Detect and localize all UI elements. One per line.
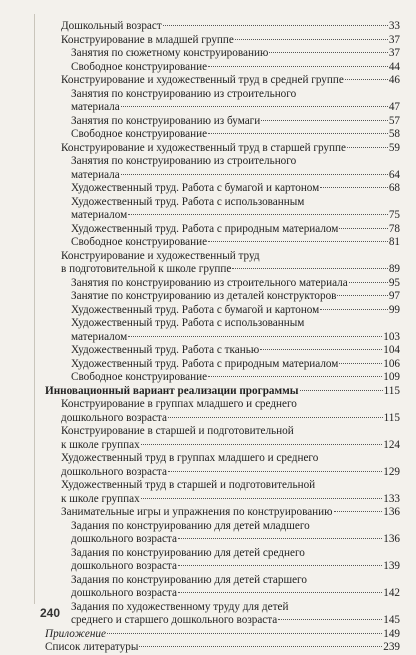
- toc-entry-title: к школе группах: [61, 438, 140, 451]
- toc-entry: [61, 493, 400, 507]
- toc-leader-dots: [208, 241, 388, 242]
- toc-leader-dots: [269, 52, 388, 53]
- toc-page-number: 136: [383, 506, 400, 518]
- toc-page-number: 57: [388, 114, 400, 127]
- toc-entry-title: материалом: [71, 209, 128, 221]
- toc-leader-dots: [278, 619, 382, 620]
- toc-entry-text: Задания по конструированию для детей младшего: [71, 519, 310, 532]
- toc-entry: [71, 304, 400, 318]
- toc-leader-dots: [339, 228, 387, 229]
- toc-entry-title: дошкольного возраста: [61, 411, 167, 424]
- toc-page-number: 109: [383, 371, 400, 383]
- toc-leader-dots: [320, 187, 388, 188]
- toc-leader-dots: [232, 268, 387, 269]
- toc-entry-title: Конструирование в младшей группе: [61, 33, 234, 46]
- toc-leader-dots: [121, 106, 388, 107]
- toc-leader-dots: [260, 349, 382, 350]
- toc-page-number: 37: [388, 47, 400, 59]
- toc-page-number: 33: [388, 20, 400, 32]
- toc-page-number: 149: [383, 627, 400, 640]
- toc-entry: [61, 506, 400, 520]
- toc-leader-dots: [178, 592, 382, 593]
- toc-page-number: 95: [388, 276, 400, 289]
- toc-entry: [71, 101, 400, 115]
- toc-entry-title: Занимательные игры и упражнения по конструированию: [61, 506, 333, 518]
- toc-page-number: 104: [383, 344, 400, 356]
- toc-entry: [71, 169, 400, 183]
- toc-page-number: 68: [388, 182, 400, 194]
- toc-leader-dots: [128, 214, 388, 215]
- toc-page-number: 239: [383, 641, 400, 653]
- toc-entry-text: Конструирование и художественный труд: [61, 249, 260, 262]
- toc-entry: [71, 533, 400, 547]
- toc-page-number: 75: [388, 209, 400, 221]
- toc-page-number: 103: [383, 330, 400, 343]
- toc-leader-dots: [178, 538, 382, 539]
- toc-entry: [71, 223, 400, 237]
- toc-entry-title: Приложение: [45, 627, 106, 640]
- toc-page-number: 99: [388, 303, 400, 316]
- toc-leader-dots: [345, 79, 388, 80]
- toc-entry-text: Занятия по конструированию из строительного: [71, 87, 297, 100]
- toc-page-number: 46: [388, 74, 400, 86]
- toc-leader-dots: [139, 646, 382, 647]
- toc-entry-title: Занятия по конструированию из строительного материала: [71, 276, 348, 289]
- toc-leader-dots: [300, 390, 383, 391]
- page-number: 240: [40, 606, 61, 620]
- toc-leader-dots: [168, 417, 383, 418]
- toc-page-number: 47: [388, 101, 400, 113]
- toc-page-number: 59: [388, 141, 400, 154]
- toc-page-number: 145: [383, 614, 400, 626]
- toc-entry-text: Задания по художественному труду для детей: [71, 600, 289, 613]
- toc-entry-title: дошкольного возраста: [71, 587, 177, 599]
- toc-entry-title: Конструирование и художественный труд в средней группе: [61, 74, 344, 86]
- toc-entry-title: Занятия по конструированию из бумаги: [71, 114, 261, 127]
- toc-entry-title: в подготовительной к школе группе: [61, 263, 232, 275]
- toc-entry: [71, 236, 400, 250]
- toc-leader-dots: [121, 174, 388, 175]
- toc-entry-title: Художественный труд. Работа с тканью: [71, 344, 260, 356]
- toc-entry-title: Дошкольный возраст: [61, 20, 162, 32]
- toc-page-number: 81: [388, 236, 400, 248]
- toc-page-number: 44: [388, 60, 400, 73]
- toc-entry-title: Художественный труд. Работа с природным материалом: [71, 222, 339, 235]
- toc-page-number: 142: [383, 587, 400, 599]
- toc-entry-text: Задания по конструированию для детей старшего: [71, 573, 307, 586]
- toc-entry: [61, 466, 400, 480]
- toc-leader-dots: [163, 25, 388, 26]
- toc-page-number: 78: [388, 222, 400, 235]
- toc-entry: [71, 344, 400, 358]
- toc-entry-text: Художественный труд в старшей и подготовительной: [61, 479, 316, 491]
- toc-entry: [71, 209, 400, 223]
- toc-page-number: 139: [383, 560, 400, 572]
- toc-leader-dots: [178, 565, 382, 566]
- toc-entry: [71, 115, 400, 129]
- toc-entry-text: Художественный труд. Работа с использованным: [71, 317, 305, 329]
- toc-entry-title: Занятие по конструированию из деталей конструкторов: [71, 290, 337, 302]
- toc-page-number: 136: [383, 533, 400, 545]
- toc-entry-title: материала: [71, 101, 120, 113]
- toc-entry-title: к школе группах: [61, 492, 140, 505]
- toc-entry-title: среднего и старшего дошкольного возраста: [71, 614, 278, 626]
- toc-entry: [71, 128, 400, 142]
- toc-entry: [61, 20, 400, 34]
- toc-page-number: 133: [383, 492, 400, 505]
- toc-page-number: 64: [388, 168, 400, 181]
- table-of-contents: [40, 20, 400, 655]
- toc-entry-title: Свободное конструирование: [71, 236, 208, 248]
- toc-entry-title: Свободное конструирование: [71, 371, 208, 383]
- toc-entry: [71, 182, 400, 196]
- toc-leader-dots: [168, 471, 382, 472]
- toc-entry-text: Конструирование в старшей и подготовительной: [61, 425, 294, 437]
- toc-entry: [71, 614, 400, 628]
- toc-entry: [71, 290, 400, 304]
- toc-entry: [71, 587, 400, 601]
- toc-entry-text: Задания по конструированию для детей среднего: [71, 546, 305, 559]
- toc-page-number: 58: [388, 128, 400, 140]
- toc-entry-text: Художественный труд. Работа с использованным: [71, 195, 305, 208]
- toc-entry: [71, 277, 400, 291]
- toc-page-number: 106: [383, 357, 400, 370]
- toc-leader-dots: [339, 363, 382, 364]
- toc-page-number: 115: [383, 411, 400, 424]
- toc-entry: [71, 331, 400, 345]
- toc-entry-title: Свободное конструирование: [71, 60, 208, 73]
- toc-entry-text: Художественный труд в группах младшего и среднего: [61, 452, 319, 464]
- toc-entry: [61, 34, 400, 48]
- toc-entry-title: Свободное конструирование: [71, 128, 208, 140]
- toc-entry: [71, 560, 400, 574]
- toc-entry: [45, 641, 400, 655]
- toc-entry-title: Художественный труд. Работа с природным материалом: [71, 357, 339, 370]
- toc-entry: [45, 628, 400, 642]
- toc-page-number: 124: [383, 438, 400, 451]
- toc-entry-title: Художественный труд. Работа с бумагой и картоном: [71, 303, 320, 316]
- toc-leader-dots: [349, 282, 388, 283]
- toc-entry-title: дошкольного возраста: [71, 560, 177, 572]
- toc-entry-text: Занятия по конструированию из строительного: [71, 155, 297, 167]
- toc-entry: [61, 74, 400, 88]
- toc-leader-dots: [141, 498, 383, 499]
- toc-entry-title: материалом: [71, 330, 128, 343]
- toc-entry-title: Занятия по сюжетному конструированию: [71, 47, 269, 59]
- toc-leader-dots: [208, 376, 382, 377]
- toc-leader-dots: [208, 133, 388, 134]
- toc-leader-dots: [261, 120, 388, 121]
- toc-entry: [61, 439, 400, 453]
- toc-leader-dots: [320, 309, 388, 310]
- toc-leader-dots: [107, 633, 382, 634]
- toc-entry-title: дошкольного возраста: [61, 465, 167, 478]
- toc-page-number: 37: [388, 33, 400, 46]
- toc-entry-text: Конструирование в группах младшего и среднего: [61, 398, 297, 410]
- page-gutter-line: [34, 14, 35, 604]
- toc-entry: [61, 142, 400, 156]
- toc-entry-title: Конструирование и художественный труд в старшей группе: [61, 141, 346, 154]
- toc-entry-title: Список литературы: [45, 641, 139, 653]
- toc-leader-dots: [347, 147, 388, 148]
- toc-page-number: 89: [388, 263, 400, 275]
- toc-entry: [45, 385, 400, 399]
- toc-entry: [71, 61, 400, 75]
- toc-page-number: 129: [383, 465, 400, 478]
- toc-leader-dots: [235, 39, 388, 40]
- toc-leader-dots: [141, 444, 383, 445]
- toc-entry-title: Инновационный вариант реализации программы: [45, 384, 299, 397]
- toc-entry-title: дошкольного возраста: [71, 533, 177, 545]
- toc-page-number: 115: [383, 384, 400, 397]
- toc-leader-dots: [337, 295, 387, 296]
- toc-entry: [61, 263, 400, 277]
- toc-leader-dots: [128, 336, 382, 337]
- toc-entry: [71, 358, 400, 372]
- toc-entry: [71, 371, 400, 385]
- toc-leader-dots: [334, 511, 383, 512]
- toc-page-number: 97: [388, 290, 400, 302]
- toc-entry-title: материала: [71, 168, 120, 181]
- toc-entry-title: Художественный труд. Работа с бумагой и картоном: [71, 182, 320, 194]
- toc-leader-dots: [208, 66, 388, 67]
- toc-entry: [61, 412, 400, 426]
- toc-entry: [71, 47, 400, 61]
